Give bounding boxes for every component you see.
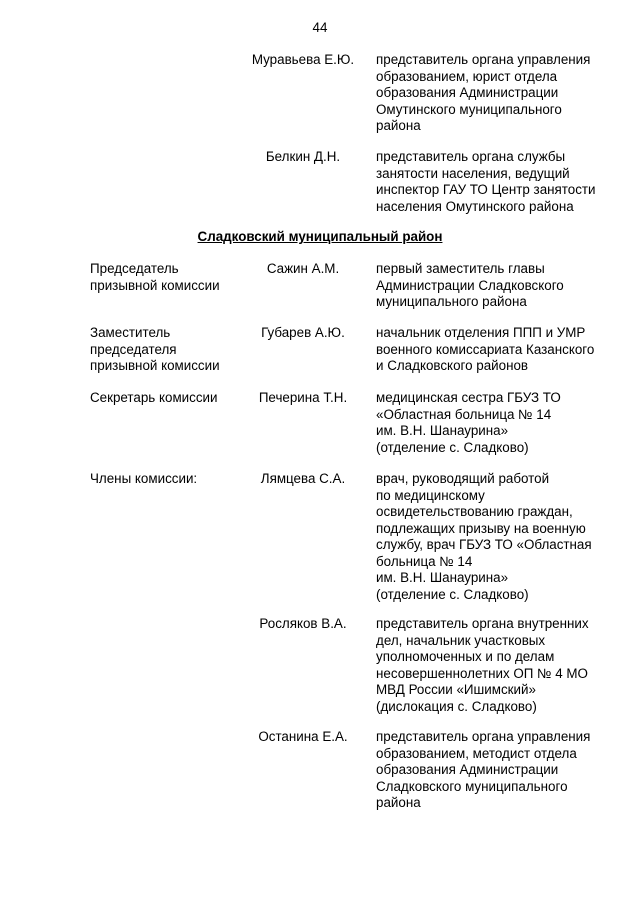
description-line: Администрации Сладковского [376, 277, 564, 293]
role-line: Председатель [90, 261, 179, 276]
description-line: (отделение с. Сладково) [376, 586, 529, 602]
section-title: Сладковский муниципальный район [197, 229, 443, 244]
member-name: Губарев А.Ю. [261, 325, 345, 340]
description-line: дел, начальник участковых [376, 632, 546, 648]
member-name: Лямцева С.А. [260, 471, 346, 486]
description-line: «Областная больница № 14 [376, 406, 552, 422]
member-description [376, 390, 616, 456]
role-line: призывной комиссии [90, 358, 220, 373]
description-line: начальник отделения ППП и УМР [376, 325, 586, 340]
description-line: и Сладковского районов [376, 358, 529, 373]
description-line: представитель органа управления [376, 52, 591, 67]
member-role [90, 261, 260, 294]
member-description [376, 52, 616, 135]
description-line: Омутинского муниципального [376, 101, 562, 117]
member-name: Печерина Т.Н. [258, 390, 348, 405]
description-line: первый заместитель главы [376, 261, 545, 276]
description-line: представитель органа внутренних [376, 616, 589, 631]
member-description [376, 261, 616, 311]
description-line: по медицинскому [376, 487, 485, 503]
member-name: Муравьева Е.Ю. [251, 52, 355, 67]
role-line: председателя [90, 341, 177, 357]
description-line: района [376, 795, 421, 810]
description-line: несовершеннолетних ОП № 4 МО [376, 665, 588, 681]
member-role [90, 325, 260, 375]
description-line: инспектор ГАУ ТО Центр занятости [376, 182, 596, 197]
member-role [90, 390, 260, 407]
description-line: образования Администрации [376, 762, 559, 777]
description-line: образованием, методист отдела [376, 745, 577, 761]
description-line: Сладковского муниципального [376, 778, 568, 794]
description-line: военного комиссариата Казанского [376, 341, 595, 357]
description-line: (дислокация с. Сладково) [376, 698, 537, 714]
member-description [376, 729, 616, 812]
member-name: Росляков В.А. [259, 616, 347, 631]
member-name: Белкин Д.Н. [265, 149, 341, 164]
role-line: Члены комиссии: [90, 471, 198, 486]
description-line: подлежащих призыву на военную [376, 520, 586, 536]
description-line: представитель органа службы [376, 149, 566, 164]
member-description [376, 325, 616, 375]
page-number: 44 [312, 20, 328, 35]
description-line: освидетельствованию граждан, [376, 504, 573, 519]
member-name: Сажин А.М. [266, 261, 340, 276]
description-line: населения Омутинского района [376, 198, 574, 214]
description-line: больница № 14 [376, 553, 473, 569]
description-line: врач, руководящий работой [376, 471, 550, 486]
description-line: района [376, 118, 421, 133]
description-line: образования Администрации [376, 85, 559, 100]
member-description [376, 471, 616, 603]
description-line: образованием, юрист отдела [376, 68, 558, 84]
member-description [376, 149, 616, 215]
description-line: уполномоченных и по делам [376, 649, 555, 664]
description-line: им. В.Н. Шанаурина» [376, 570, 509, 585]
description-line: муниципального района [376, 294, 527, 309]
role-line: Заместитель [90, 325, 171, 340]
member-description [376, 616, 616, 715]
description-line: службу, врач ГБУЗ ТО «Областная [376, 537, 592, 552]
description-line: представитель органа управления [376, 729, 591, 744]
description-line: МВД России «Ишимский» [376, 682, 536, 697]
role-line: Секретарь комиссии [90, 390, 218, 405]
description-line: занятости населения, ведущий [376, 165, 570, 181]
role-line: призывной комиссии [90, 277, 220, 293]
member-name: Останина Е.А. [258, 729, 348, 744]
member-role [90, 471, 260, 488]
description-line: (отделение с. Сладково) [376, 439, 529, 455]
description-line: медицинская сестра ГБУЗ ТО [376, 390, 561, 405]
description-line: им. В.Н. Шанаурина» [376, 423, 509, 438]
